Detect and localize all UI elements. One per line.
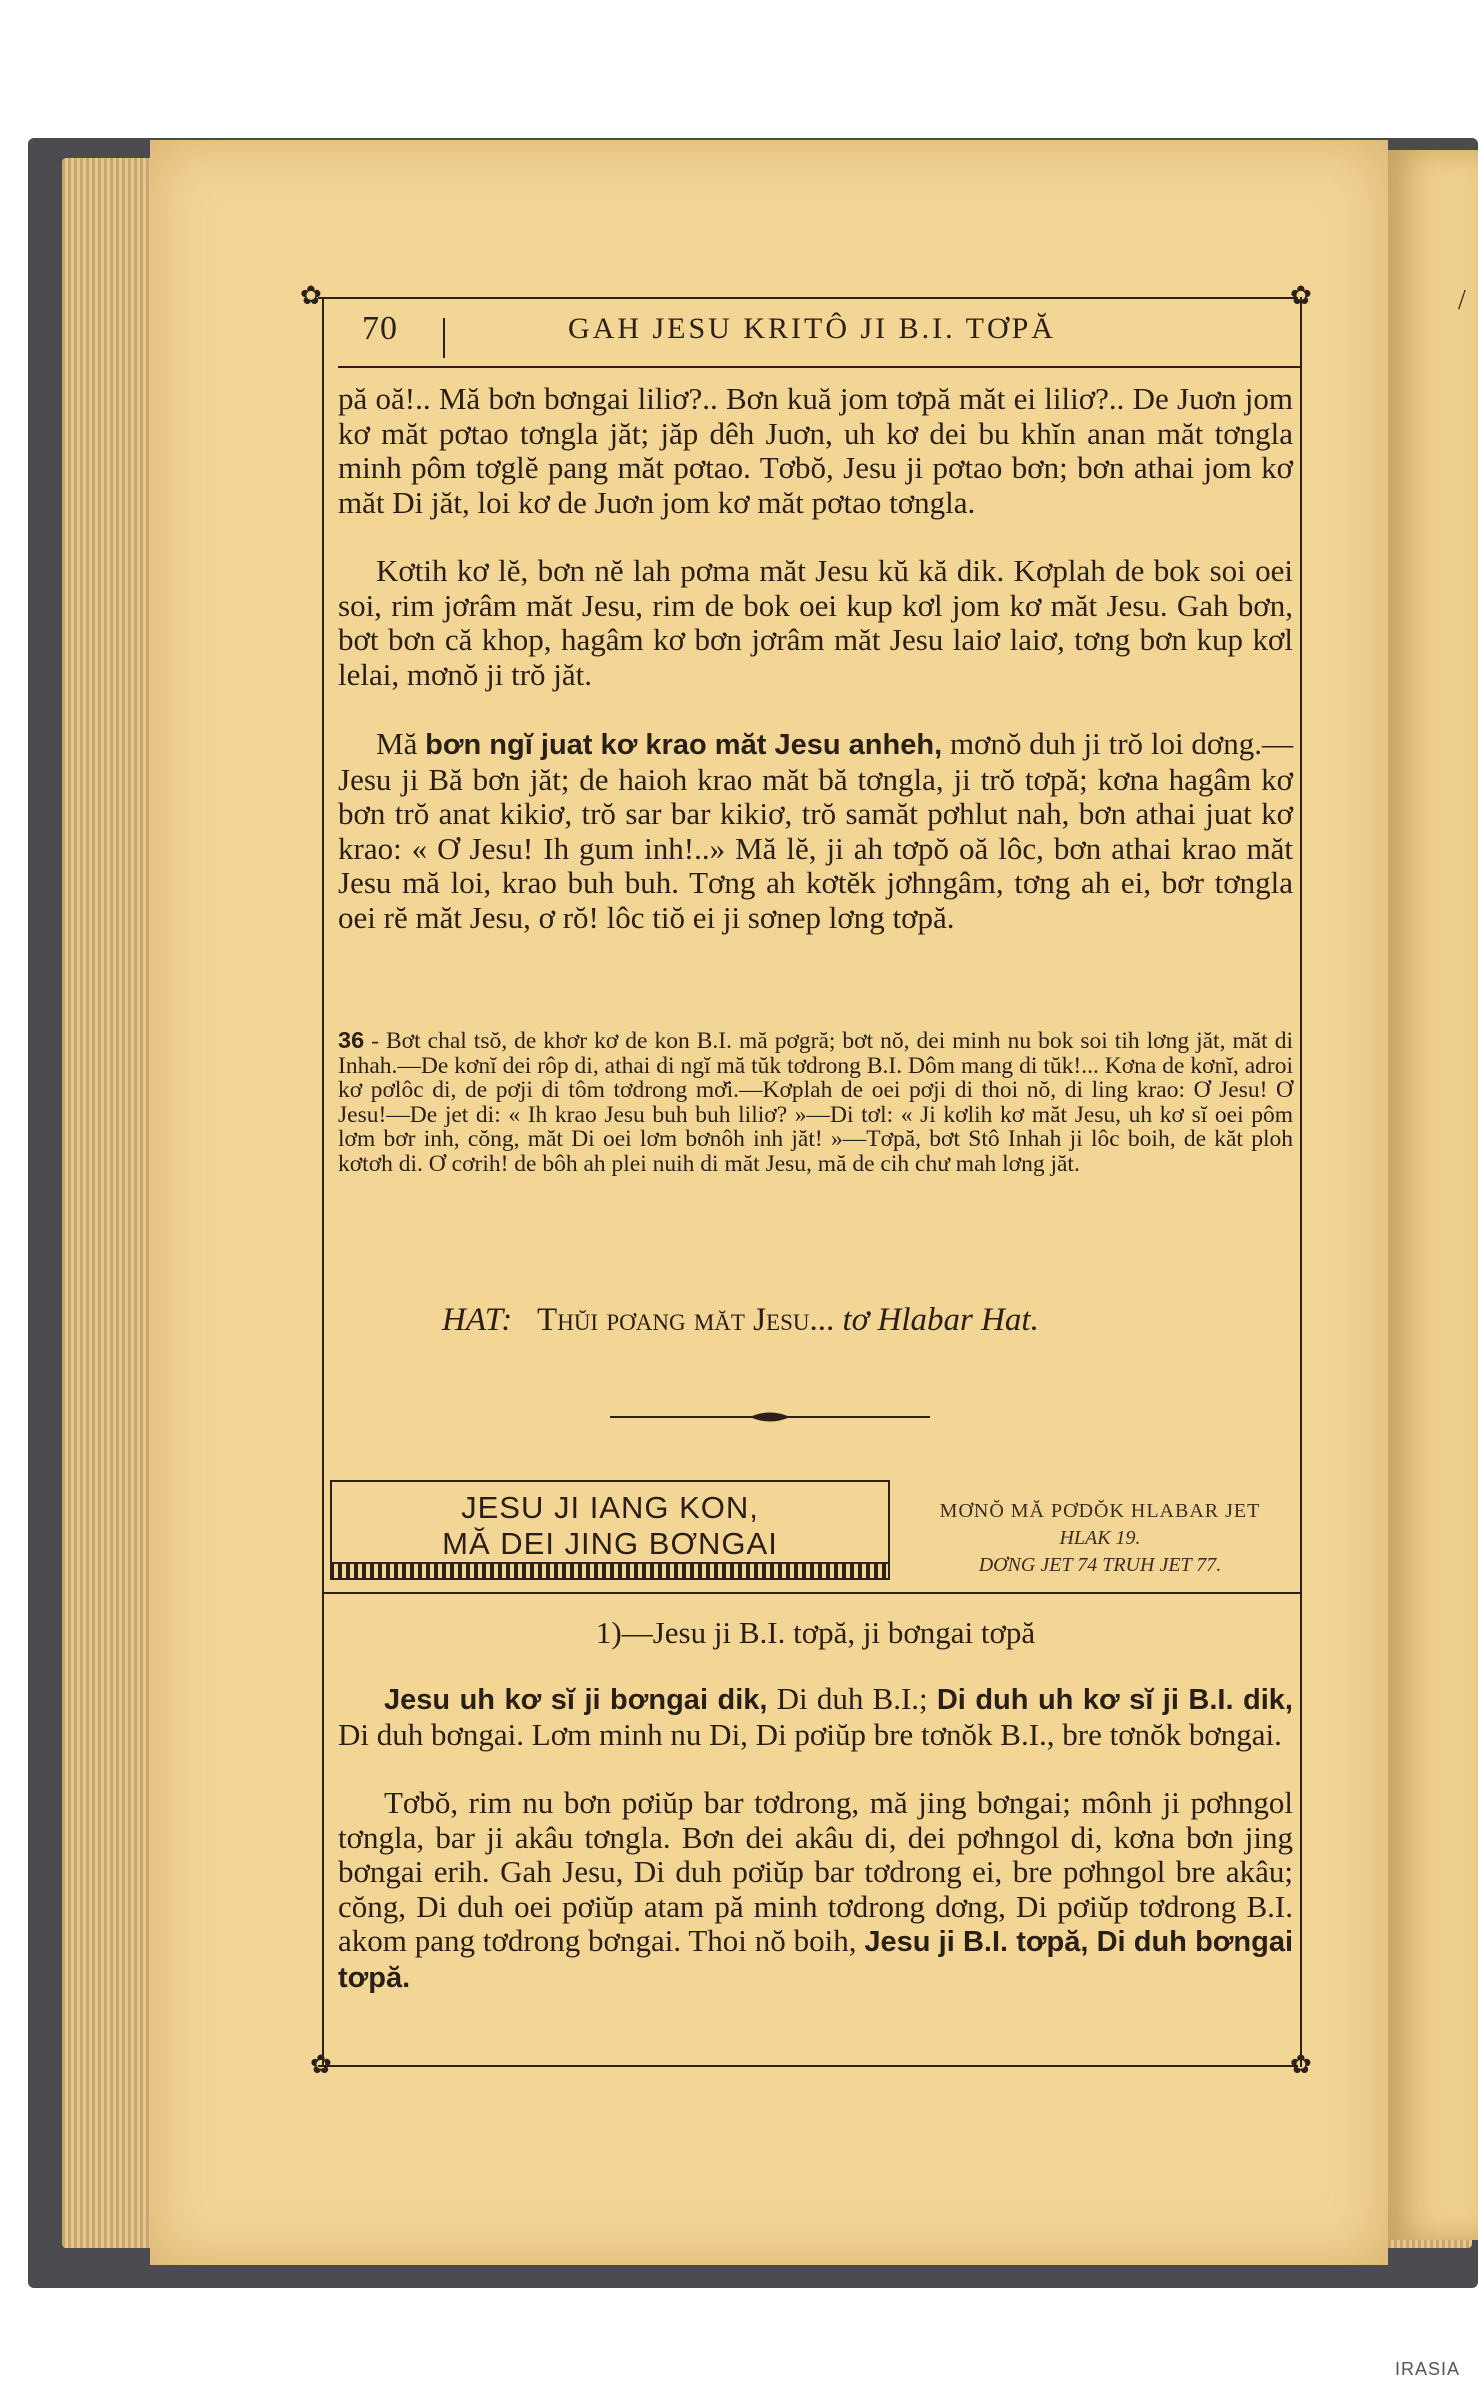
footnote-number: 36 xyxy=(338,1027,365,1053)
facing-page xyxy=(1388,150,1478,2240)
hymn-title: Thŭi pơang măt Jesu... xyxy=(537,1302,835,1338)
section-paragraph-2 xyxy=(338,1786,1293,1995)
paragraph-1: pă oă!.. Mă bơn bơngai liliơ?.. Bơn kuă jom tơpă măt ei liliơ?.. De Juơn jom kơ măt pơtao tơngla jăt; jăp dêh Juơn, uh kơ dei bu khĭn anan măt tơngla minh pôm tơglĕ pang măt pơtao. Tơbŏ, Jesu ji pơtao bơn; bơn athai jom kơ măt Di jăt, loi kơ de Juơn jom kơ măt pơtao tơngla. xyxy=(338,381,1293,520)
paragraph-3-rest: mơnŏ duh ji trŏ loi dơng.—Jesu ji Bă bơn jăt; de haioh krao măt bă tơngla, ji trŏ tơpă; kơna hagâm kơ bơn trŏ anat kikiơ, trŏ sar bar kikiơ, trŏ samăt pơhlut nah, bơn athai juat kơ krao: « Ơ Jesu! Ih gum inh!..» Mă lĕ, ji ah tơpŏ oă lôc, bơn athai krao măt Jesu mă loi, krao buh buh. Tơng ah kơtĕk jơhngâm, tơng ah ei, bơr tơngla oei rĕ măt Jesu, ơ rŏ! lôc tiŏ ei ji sơnep lơng tơpă. xyxy=(338,726,1293,935)
hymn-source: tơ Hlabar Hat. xyxy=(842,1302,1039,1338)
paragraph-2 xyxy=(338,554,1293,692)
footnote xyxy=(338,1028,1293,1177)
running-title: GAH JESU KRITÔ JI B.I. TƠPĂ xyxy=(568,312,1056,345)
section-paragraph-2-bold: Jesu ji B.I. tơpă, Di duh bơngai tơpă. xyxy=(338,1926,1294,1994)
paragraph-3 xyxy=(338,727,1293,935)
chapter-rule xyxy=(322,1592,1300,1594)
chapter-title-border xyxy=(330,1562,890,1580)
corner-ornament-icon: ✿ xyxy=(1290,281,1312,310)
reading-reference-line-3: DƠNG JET 74 TRUH JET 77. xyxy=(978,1554,1222,1576)
section-divider xyxy=(610,1410,930,1424)
section-heading: 1)—Jesu ji B.I. tơpă, ji bơngai tơpă xyxy=(595,1615,1036,1650)
corner-ornament-icon: ✿ xyxy=(1290,2050,1312,2079)
chapter-title-line-2: MĂ DEI JING BƠNGAI xyxy=(442,1526,778,1561)
section-paragraph-1-bold-b: Di duh uh kơ sĭ ji B.I. dik, xyxy=(936,1684,1293,1716)
watermark: IRASIA xyxy=(1394,2359,1460,2379)
top-frame-rule xyxy=(318,297,1298,299)
left-frame-rule xyxy=(322,297,324,2067)
hymn-label: HAT: xyxy=(442,1302,513,1338)
header-rule xyxy=(338,366,1300,368)
bottom-frame-rule xyxy=(318,2065,1298,2067)
reading-reference xyxy=(905,1498,1295,1579)
reading-reference-line-1: MƠNŎ MĂ PƠDŎK HLABAR JET xyxy=(939,1500,1261,1522)
reading-reference-line-2: HLAK 19. xyxy=(1059,1527,1141,1549)
paragraph-2-text: Kơtih kơ lĕ, bơn nĕ lah pơma măt Jesu kŭ kă dik. Kơplah de bok soi oei soi, rim jơrâm măt Jesu, rim de bok oei kup kơl jom kơ măt Jesu. Gah bơn, bơt bơn că khop, hagâm kơ bơn jơrâm măt Jesu laiơ laiơ, tơng bơn kup kơl lelai, mơnŏ ji trŏ jăt. xyxy=(338,553,1293,692)
footnote-text: - Bơt chal tsŏ, de khơr kơ de kon B.I. mă pơgră; bơt nŏ, dei minh nu bok soi tih lơng jăt, măt di Inhah.—De kơnĭ dei rôp di, athai di ngĭ mă tŭk tơdrong B.I. Dôm mang di tŭk!... Kơna de kơnĭ, adroi kơ pơlôc di, de pơji di tôm tơdrong mơ̆i.—Kơplah de oei pơji di thoi nŏ, di ling krao: Ơ Jesu! Ơ Jesu!—De jet di: « Ih krao Jesu buh buh liliơ? »—Di tơl: « Ji kơlih kơ măt Jesu, uh kơ sĭ oei pôm lơm bơr inh, cŏng, măt Di oei lơm bơnôh inh jăt! »—Tơpă, bơt Stô Inhah ji lôc boih, de kăt ploh kơtơh di. Ơ cơrih! de bôh ah plei nuih di măt Jesu, mă de cih chư mah lơng jăt. xyxy=(338,1028,1293,1177)
section-paragraph-2-text: Tơbŏ, rim nu bơn pơiŭp bar tơdrong, mă jing bơngai; mônh ji pơhngol tơngla, bar ji akâu tơngla. Bơn dei akâu di, dei pơhngol di, kơna bơn jing bơngai erih. Gah Jesu, Di duh pơiŭp bar tơdrong ei, bre pơhngol bre akâu; cŏng, Di duh oei pơiŭp atam pă minh tơdrong dơng, Di pơiŭp tơdrong B.I. akom pang tơdrong bơngai. Thoi nŏ boih, xyxy=(338,1785,1293,1958)
section-paragraph-1-bold-a: Jesu uh kơ sĭ ji bơngai dik, xyxy=(384,1684,768,1716)
facing-page-mark: / xyxy=(1458,285,1466,316)
section-paragraph-1 xyxy=(338,1682,1293,1752)
paragraph-3-bold: bơn ngĭ juat kơ krao măt Jesu anheh, xyxy=(425,729,943,761)
paragraph-3-lead: Mă xyxy=(376,726,426,761)
right-frame-rule xyxy=(1300,297,1302,2067)
corner-ornament-icon: ✿ xyxy=(300,281,322,310)
chapter-title-line-1: JESU JI IANG KON, xyxy=(461,1490,759,1525)
section-paragraph-1-rest: Di duh bơngai. Lơm minh nu Di, Di pơiŭp bre tơnŏk B.I., bre tơnŏk bơngai. xyxy=(338,1716,1282,1752)
header-separator xyxy=(443,318,445,358)
section-paragraph-1-mid: Di duh B.I.; xyxy=(767,1681,937,1716)
page-number: 70 xyxy=(362,310,398,347)
hymn-line xyxy=(442,1302,1039,1339)
corner-ornament-icon: ✿ xyxy=(310,2050,332,2079)
